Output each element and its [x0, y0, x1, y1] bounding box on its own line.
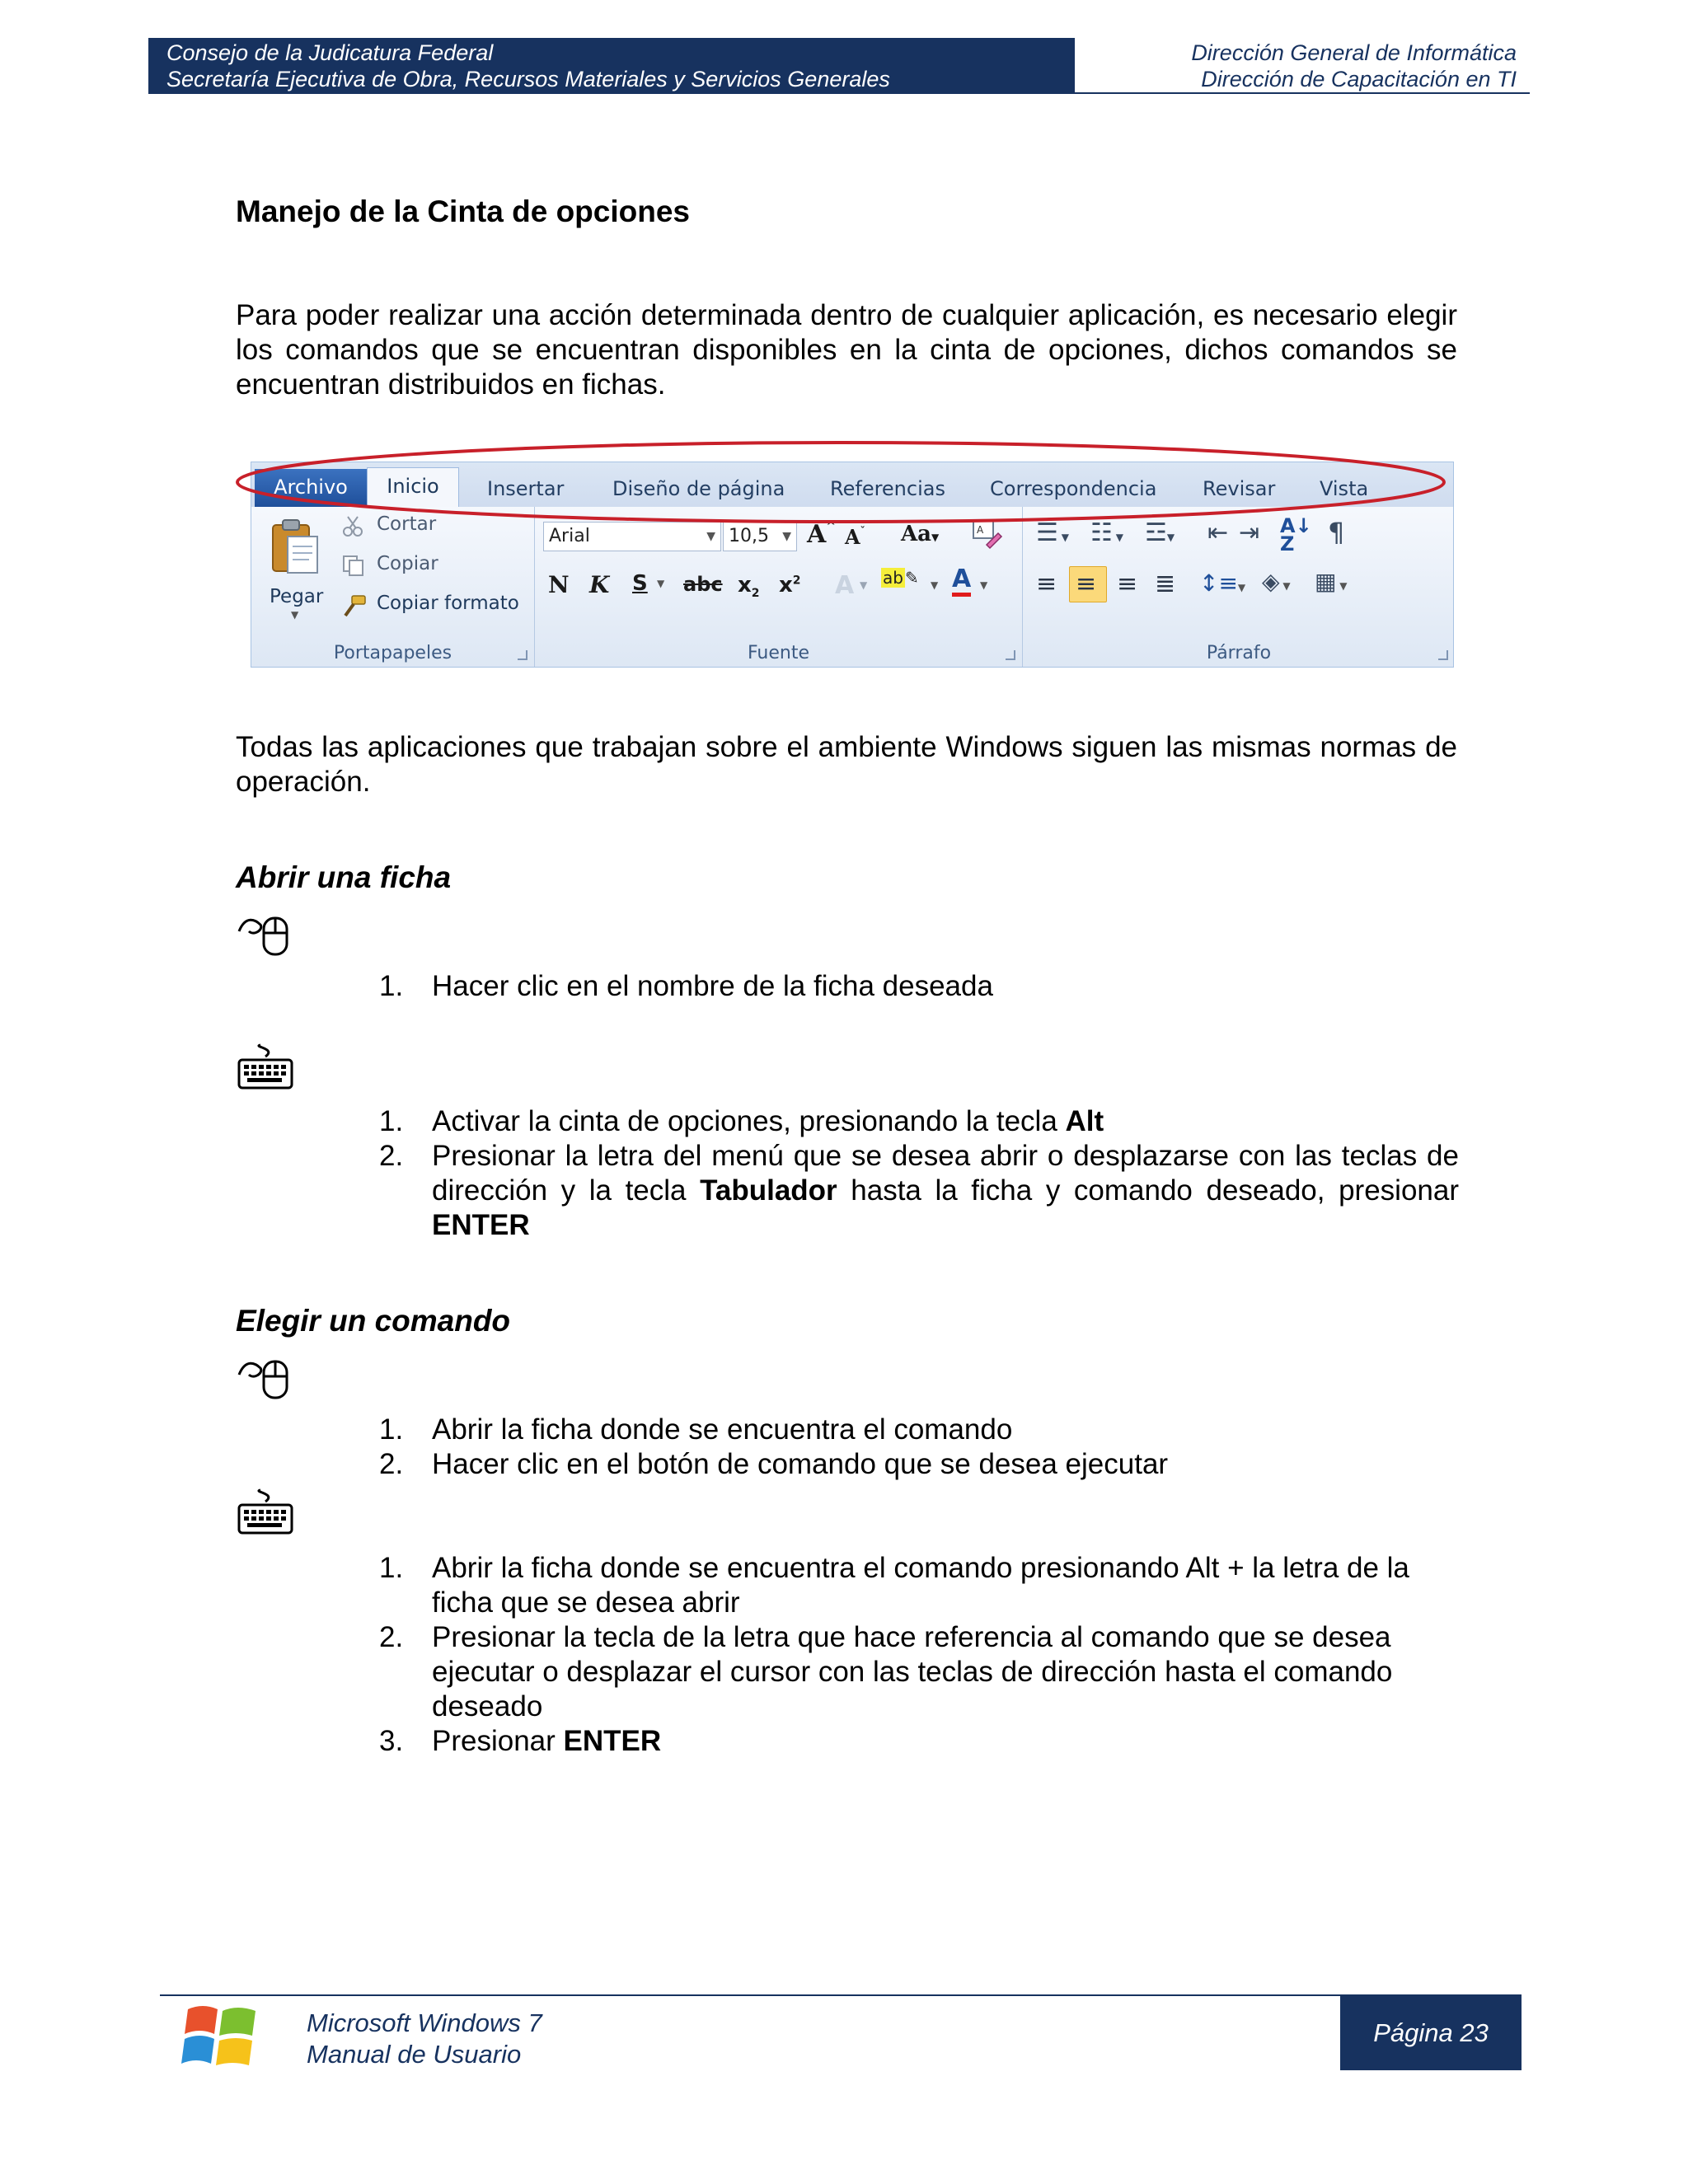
mouse-icon — [236, 1350, 290, 1403]
numbering-icon[interactable]: ☷ ▼ — [1090, 518, 1123, 547]
tab-archivo[interactable]: Archivo — [255, 469, 367, 507]
bullets-icon[interactable]: ☰ ▼ — [1036, 518, 1069, 547]
header-direction: Dirección General de Informática — [1191, 40, 1517, 65]
paste-button[interactable]: Pegar — [270, 586, 324, 607]
page-number: Página 23 — [1340, 1996, 1522, 2070]
step-text: Hacer clic en el nombre de la ficha deseada — [432, 970, 993, 1002]
font-color-dropdown-icon[interactable]: ▼ — [980, 579, 988, 591]
group-fuente — [535, 507, 1023, 668]
step-number: 2. — [379, 1140, 404, 1172]
font-size-dropdown-icon: ▼ — [782, 530, 791, 543]
tab-revisar[interactable]: Revisar — [1203, 477, 1276, 500]
keyboard-icon — [236, 1042, 295, 1094]
step-text: Presionar la letra del menú que se desea abrir o desplazarse con las teclas de dirección y la tecla — [432, 1140, 1459, 1207]
step-number: 1. — [379, 1552, 404, 1584]
clipboard-launcher-icon[interactable] — [518, 650, 528, 660]
header-department: Dirección de Capacitación en TI — [1201, 67, 1517, 91]
step-number: 1. — [379, 1413, 404, 1446]
underline-icon[interactable]: S — [632, 571, 648, 596]
step-number: 3. — [379, 1725, 404, 1757]
strikethrough-icon[interactable]: abc — [683, 573, 723, 596]
paragraph-launcher-icon[interactable] — [1438, 650, 1448, 660]
increase-indent-icon[interactable]: ⇥ — [1239, 518, 1260, 547]
footer-text — [307, 2008, 542, 2070]
step-number: 2. — [379, 1621, 404, 1653]
step-text: Abrir la ficha donde se encuentra el comando presionando Alt + la letra de la ficha que se desea abrir — [432, 1552, 1409, 1619]
section-title-elegir-comando: Elegir un comando — [236, 1304, 511, 1338]
multilevel-list-icon[interactable]: ☲▼ — [1145, 518, 1175, 547]
step-number: 1. — [379, 970, 404, 1002]
underline-dropdown-icon[interactable]: ▼ — [657, 578, 665, 589]
highlight-dropdown-icon[interactable]: ▼ — [931, 579, 939, 591]
justify-icon[interactable]: ≣ — [1155, 569, 1176, 598]
format-painter-button[interactable]: Copiar formato — [377, 593, 519, 614]
copy-button[interactable]: Copiar — [377, 553, 438, 574]
list-item — [379, 1447, 1459, 1482]
shading-icon[interactable]: ◈ ▼ — [1262, 568, 1291, 595]
line-spacing-icon[interactable]: ↕≡▼ — [1199, 569, 1246, 597]
step-key-enter: ENTER — [432, 1209, 530, 1241]
group-parrafo — [1023, 507, 1454, 668]
step-text: Presionar la tecla de la letra que hace referencia al comando que se desea ejecutar o desplazar el cursor con las teclas de dirección hasta el comando deseado — [432, 1621, 1393, 1722]
highlight-icon[interactable]: ab ✎ — [883, 568, 919, 588]
windows-logo-icon — [180, 2001, 262, 2075]
decrease-indent-icon[interactable]: ⇤ — [1207, 518, 1229, 547]
header-left-band — [148, 38, 1075, 92]
section-title-abrir-ficha: Abrir una ficha — [236, 860, 452, 894]
step-text: Activar la cinta de opciones, presionando la tecla — [432, 1105, 1066, 1137]
step-text: Presionar — [432, 1725, 564, 1757]
subscript-icon[interactable]: $x_2$ — [738, 573, 760, 601]
font-launcher-icon[interactable] — [1006, 650, 1015, 660]
list-item — [379, 1104, 1459, 1139]
header-rule — [148, 92, 1530, 94]
group-label-portapapeles: Portapapeles — [333, 643, 452, 663]
page-title: Manejo de la Cinta de opciones — [236, 194, 690, 228]
tab-vista[interactable]: Vista — [1320, 477, 1369, 500]
list-item — [379, 1139, 1459, 1243]
ribbon-groups — [251, 507, 1453, 668]
mouse-icon — [236, 907, 290, 959]
text-effects-icon[interactable]: A — [835, 571, 855, 600]
italic-icon[interactable]: K — [589, 571, 610, 598]
align-left-icon[interactable]: ≡ — [1036, 569, 1057, 598]
keyboard-steps-abrir — [379, 1104, 1459, 1243]
mouse-steps-elegir — [379, 1413, 1459, 1482]
shrink-font-icon[interactable]: $A^ˇ$ — [845, 525, 865, 549]
step-number: 2. — [379, 1448, 404, 1480]
step-number: 1. — [379, 1105, 404, 1137]
grow-font-icon[interactable]: A^ — [807, 520, 837, 549]
list-item — [379, 1551, 1459, 1620]
mouse-steps-abrir — [379, 969, 1459, 1004]
note-paragraph: Todas las aplicaciones que trabajan sobre el ambiente Windows siguen las mismas normas de operación. — [236, 731, 1457, 798]
step-key-enter: ENTER — [563, 1725, 662, 1757]
list-item — [379, 1413, 1459, 1447]
tab-insertar[interactable]: Insertar — [487, 477, 565, 500]
tab-diseno-pagina[interactable]: Diseño de página — [612, 477, 785, 500]
cut-button[interactable]: Cortar — [377, 513, 437, 535]
list-item — [379, 1724, 1459, 1759]
sort-icon[interactable]: A↓ Z — [1280, 514, 1312, 555]
step-key-alt: Alt — [1065, 1105, 1104, 1137]
tab-correspondencia[interactable]: Correspondencia — [990, 477, 1157, 500]
list-item — [379, 969, 1459, 1004]
svg-text:A: A — [977, 524, 984, 536]
header-right — [1076, 38, 1530, 92]
group-label-parrafo: Párrafo — [1206, 643, 1272, 663]
list-item — [379, 1620, 1459, 1724]
group-portapapeles — [251, 507, 535, 668]
footer-product: Microsoft Windows 7 — [307, 2008, 542, 2037]
intro-paragraph: Para poder realizar una acción determinada dentro de cualquier aplicación, es necesario elegir los comandos que se encuentran disponibles en la cinta de opciones, dichos comandos se encuentran distribuidos en fichas. — [236, 299, 1457, 401]
step-text-cont: hasta la ficha y comando deseado, presionar — [837, 1174, 1459, 1207]
font-size-value: 10,5 — [729, 526, 769, 546]
header-organization: Consejo de la Judicatura Federal — [166, 40, 494, 65]
font-color-icon[interactable]: A — [952, 566, 971, 597]
footer-rule — [160, 1994, 1522, 1996]
step-key-tabulador: Tabulador — [700, 1174, 837, 1207]
header-secretariat: Secretaría Ejecutiva de Obra, Recursos Materiales y Servicios Generales — [166, 67, 890, 91]
copy-icon — [342, 555, 365, 576]
format-painter-icon — [342, 594, 367, 617]
borders-icon[interactable]: ▦ ▼ — [1315, 568, 1348, 595]
align-right-icon[interactable]: ≡ — [1117, 569, 1138, 598]
tab-inicio[interactable]: Inicio — [367, 467, 459, 507]
text-effects-dropdown-icon[interactable]: ▼ — [860, 579, 868, 591]
tab-referencias[interactable]: Referencias — [830, 477, 945, 500]
show-formatting-icon[interactable]: ¶ — [1328, 517, 1345, 548]
keyboard-icon — [236, 1487, 295, 1540]
paste-dropdown-arrow-icon[interactable]: ▼ — [291, 609, 299, 621]
font-name-value: Arial — [549, 526, 590, 546]
font-name-dropdown-icon: ▼ — [706, 530, 715, 543]
align-center-icon[interactable]: ≡ — [1076, 569, 1097, 598]
group-label-fuente: Fuente — [747, 643, 810, 663]
change-case-icon[interactable]: Aa▼ — [901, 522, 940, 546]
superscript-icon[interactable]: $x^2$ — [779, 573, 801, 598]
step-text: Abrir la ficha donde se encuentra el comando — [432, 1413, 1013, 1446]
footer-manual: Manual de Usuario — [307, 2040, 522, 2069]
bold-icon[interactable]: N — [548, 571, 570, 598]
keyboard-steps-elegir — [379, 1551, 1459, 1759]
tabs-highlight-ellipse — [231, 437, 1451, 527]
step-text: Hacer clic en el botón de comando que se desea ejecutar — [432, 1448, 1169, 1480]
